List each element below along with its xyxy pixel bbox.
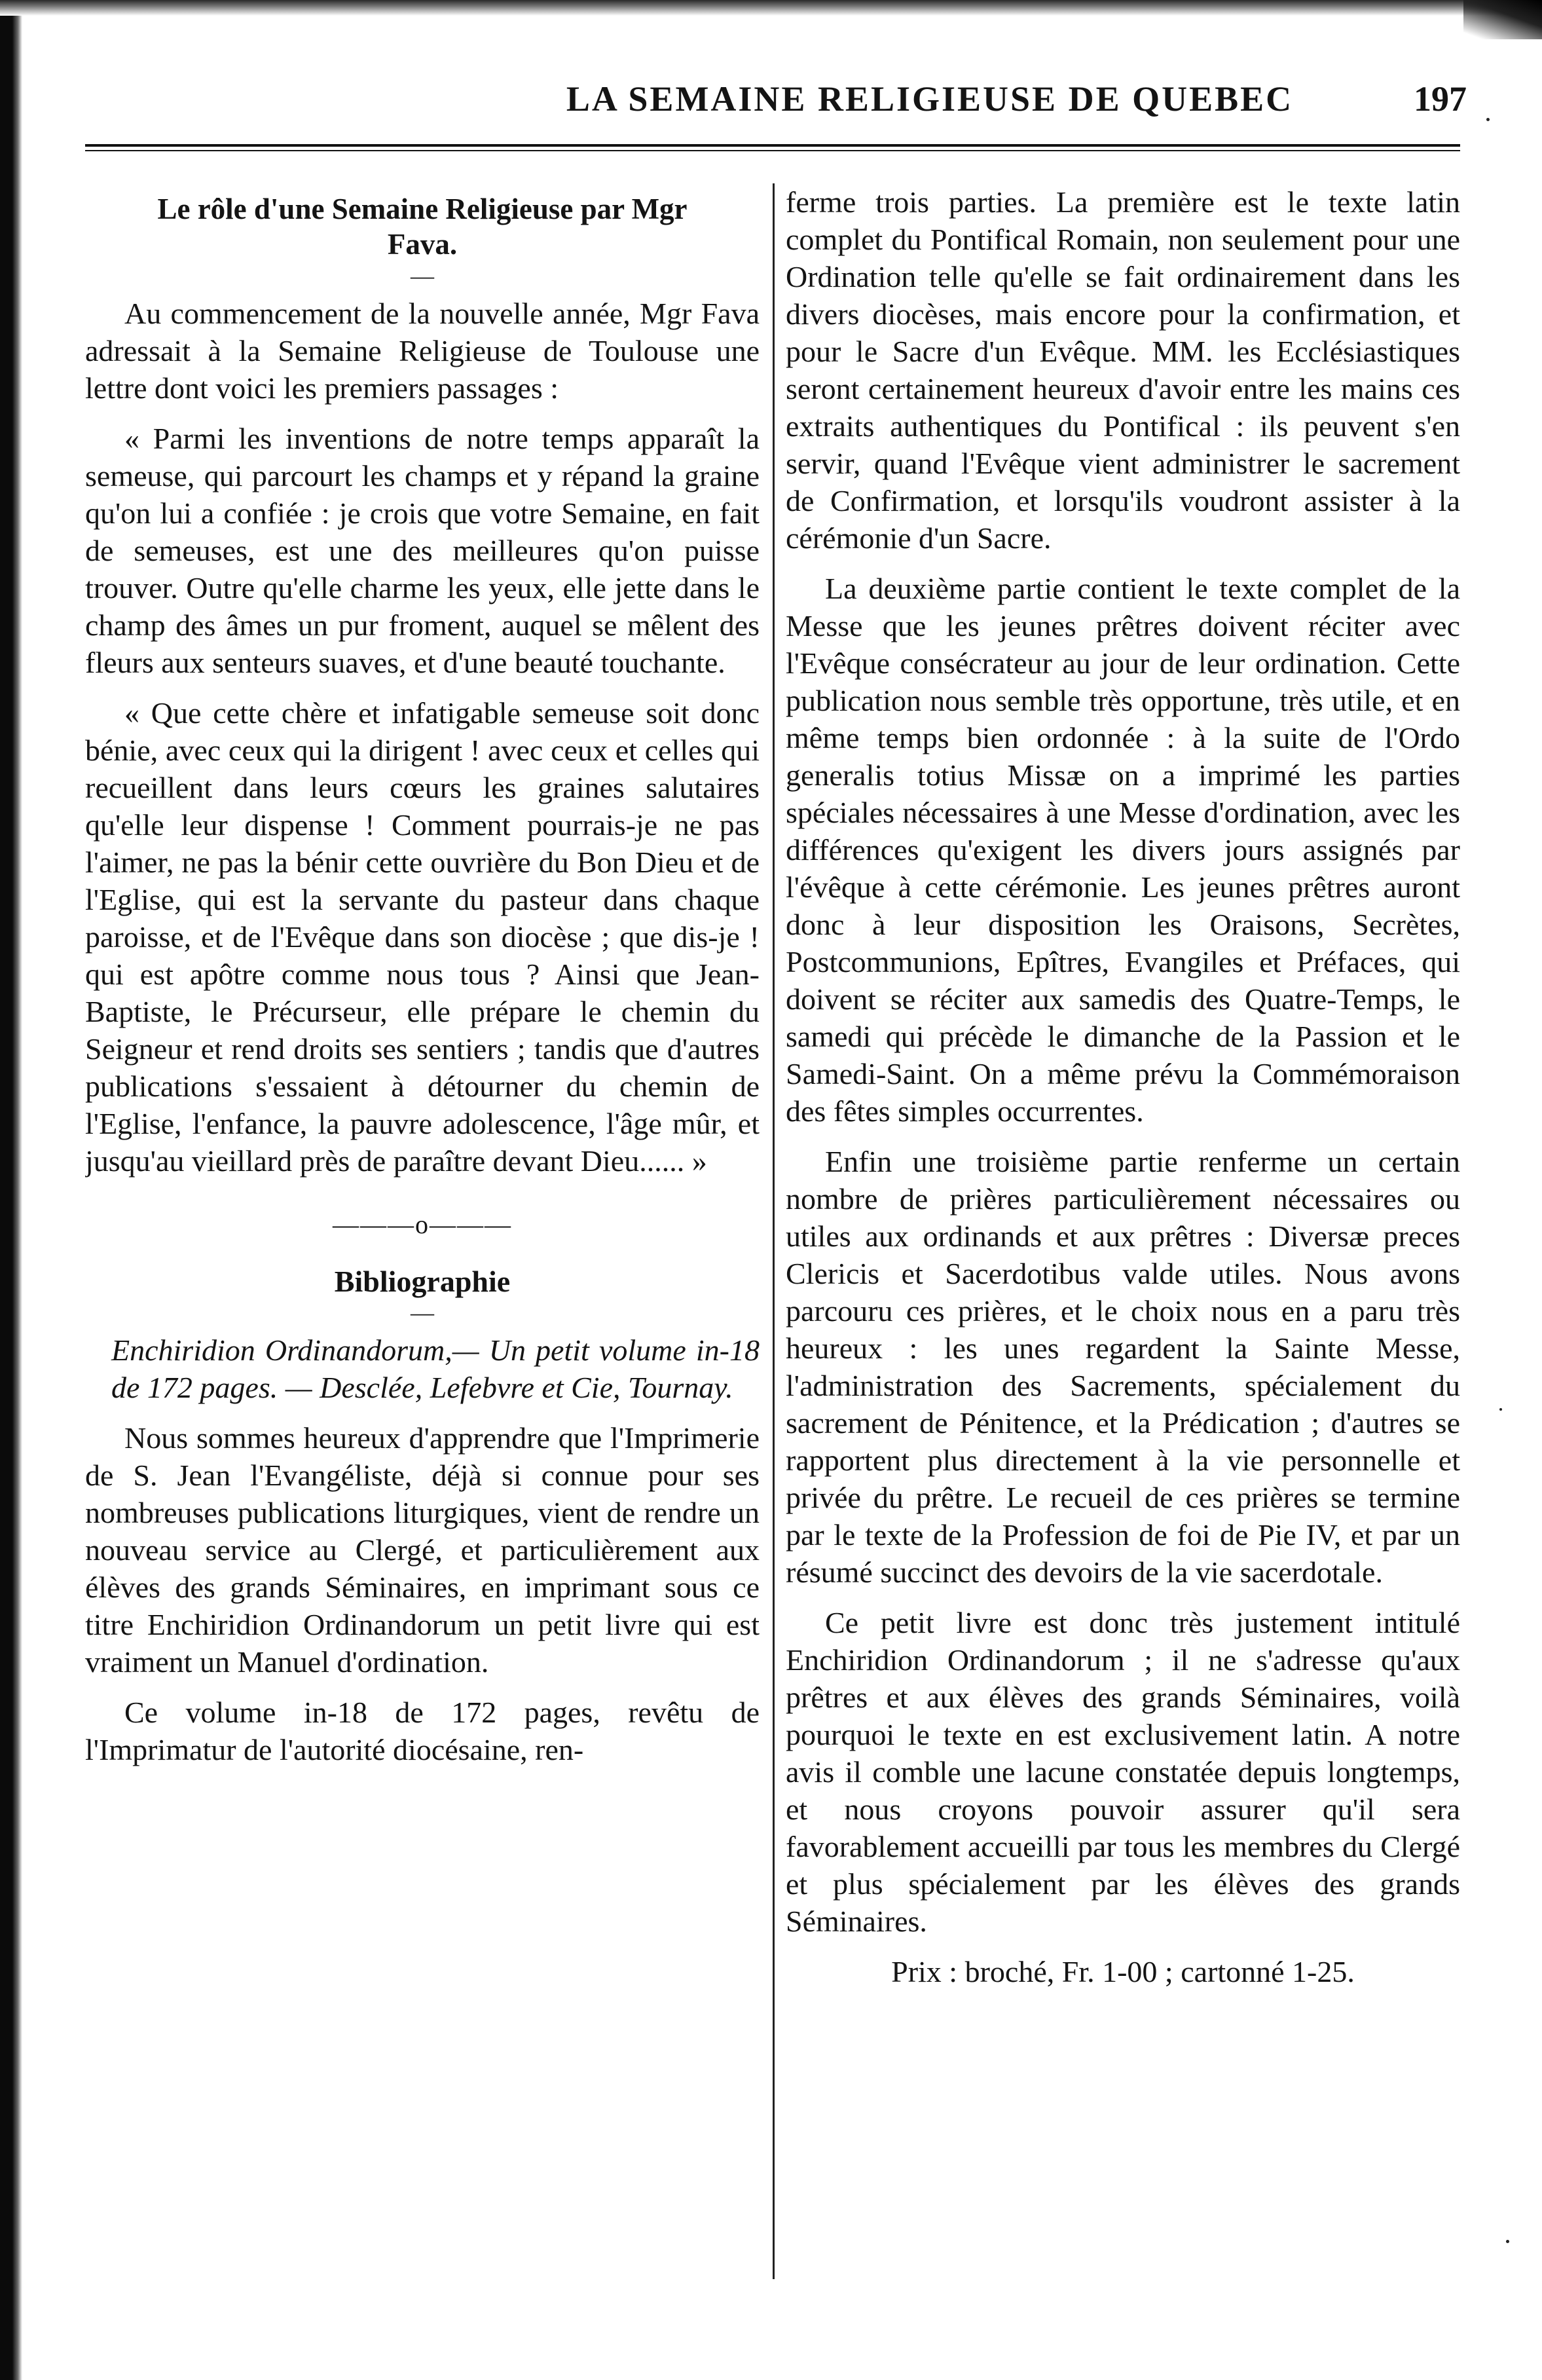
review-paragraph: La deuxième partie contient le texte complet de la Messe que les jeunes prêtres doivent réciter avec l'Evêque consécrateur au jour de leur ordination. Cette publication nous semble très opportune, très utile, et en même temps bien ordonnée : à la suite de l'Ordo generalis totius Missæ on a imprimé les parties spéciales nécessaires à une Messe d'ordination, avec les différences qu'exigent les divers jours assignés par l'évêque à cette cérémonie. Les jeunes prêtres auront donc à leur disposition les Oraisons, Secrètes, Postcommunions, Epîtres, Evangiles et Préfaces, qui doivent se réciter aux samedis des Quatre-Temps, le samedi qui précède le dimanche de la Passion et le Samedi-Saint. On a même prévu la Commémoraison des fêtes simples occurrentes. xyxy=(786,572,1460,1128)
review-paragraph: Ce petit livre est donc très justement intitulé Enchiridion Ordinandorum ; il ne s'adresse qu'aux prêtres et aux élèves des grands Séminaires, voilà pourquoi le texte en est exclusivement latin. A notre avis il comble une lacune constatée depuis longtemps, et nous croyons pouvoir assurer qu'il sera favorablement accueilli par tous les membres du Clergé et plus spécialement par les élèves des grands Séminaires. xyxy=(786,1606,1460,1938)
header-rule xyxy=(85,144,1460,151)
print-speck xyxy=(1499,1408,1502,1411)
page-header xyxy=(393,79,1467,131)
page-number: 197 xyxy=(1414,79,1467,119)
review-paragraph-continued: ferme trois parties. La première est le texte latin complet du Pontifical Romain, non seulement pour une Ordination telle qu'elle se fait ordinairement dans les divers diocèses, mais encore pour la confirmation, et pour le Sacre d'un Evêque. MM. les Ecclésiastiques seront certainement heureux d'avoir entre les mains ces extraits authentiques du Pontifical : ils peuvent s'en servir, quand l'Evêque vient administrer le sacrement de Confirmation, et lorsqu'ils voudront assister à la cérémonie d'un Sacre. xyxy=(786,185,1460,555)
section-separator: ———o——— xyxy=(333,1210,512,1239)
heading-dash: — xyxy=(411,1299,434,1326)
title-dash: — xyxy=(411,263,434,289)
column-divider xyxy=(773,183,775,2279)
print-speck xyxy=(1486,118,1490,121)
review-paragraph: Nous sommes heureux d'apprendre que l'Imprimerie de S. Jean l'Evangéliste, déjà si connue pour ses nombreuses publications liturgiques, vient de rendre un nouveau service au Clergé, et particulièrement aux élèves des grands Séminaires, en imprimant sous ce titre Enchiridion Ordinandorum un petit livre qui est vraiment un Manuel d'ordination. xyxy=(85,1421,760,1679)
right-column xyxy=(786,183,1460,2358)
left-column xyxy=(85,183,760,2358)
bibliography-entry: Enchiridion Ordinandorum,— Un petit volume in-18 de 172 pages. — Desclée, Lefebvre et Cie, Tournay. xyxy=(111,1333,760,1404)
bibliography-heading: Bibliographie xyxy=(334,1265,511,1298)
review-paragraph: Ce volume in-18 de 172 pages, revêtu de l'Imprimatur de l'autorité diocésaine, ren- xyxy=(85,1696,760,1766)
print-speck xyxy=(1506,2240,1509,2243)
price-line: Prix : broché, Fr. 1-00 ; cartonné 1-25. xyxy=(891,1955,1355,1988)
page-corner-shadow xyxy=(1463,0,1542,39)
page-edge-shadow-left xyxy=(0,0,22,2380)
article-title: Le rôle d'une Semaine Religieuse par Mgr Fava. xyxy=(157,193,688,261)
page-edge-shadow-top xyxy=(0,0,1542,16)
article-paragraph: Au commencement de la nouvelle année, Mgr Fava adressait à la Semaine Religieuse de Toulouse une lettre dont voici les premiers passages : xyxy=(85,297,760,405)
review-paragraph: Enfin une troisième partie renferme un certain nombre de prières particulièrement nécessaires ou utiles aux ordinands et aux prêtres : Diversæ preces Clericis et Sacerdotibus valde utiles. Nous avons parcouru ces prières, et le choix nous en a paru très heureux : les unes regardent la Sainte Messe, l'administration des Sacrements, spécialement du sacrement de Pénitence, et la Prédication ; d'autres se rapportent plus directement à la vie personnelle et privée du prêtre. Le recueil de ces prières se termine par le texte de la Profession de foi de Pie IV, et par un résumé succinct des devoirs de la vie sacerdotale. xyxy=(786,1145,1460,1589)
article-paragraph: « Que cette chère et infatigable semeuse soit donc bénie, avec ceux qui la dirigent ! avec ceux et celles qui recueillent dans leurs cœurs les graines salutaires qu'elle leur dispense ! Comment pourrais-je ne pas l'aimer, ne pas la bénir cette ouvrière du Bon Dieu et de l'Eglise, qui est la servante du pasteur dans chaque paroisse, et de l'Evêque dans son diocèse ; que dis-je ! qui est apôtre comme nous tous ? Ainsi que Jean-Baptiste, le Précurseur, elle prépare le chemin du Seigneur et rend droits ses sentiers ; tandis que d'autres publications s'essaient à détourner du chemin de l'Eglise, l'enfance, la pauvre adolescence, l'âge mûr, et jusqu'au vieillard près de paraître devant Dieu...... » xyxy=(85,696,760,1178)
article-paragraph: « Parmi les inventions de notre temps apparaît la semeuse, qui parcourt les champs et y répand la graine qu'on lui a confiée : je crois que votre Semaine, en fait de semeuses, est une des meilleures qu'on puisse trouver. Outre qu'elle charme les yeux, elle jette dans le champ des âmes un pur froment, auquel se mêlent des fleurs aux senteurs suaves, et d'une beauté touchante. xyxy=(85,422,760,679)
running-title: LA SEMAINE RELIGIEUSE DE QUEBEC xyxy=(566,79,1294,119)
